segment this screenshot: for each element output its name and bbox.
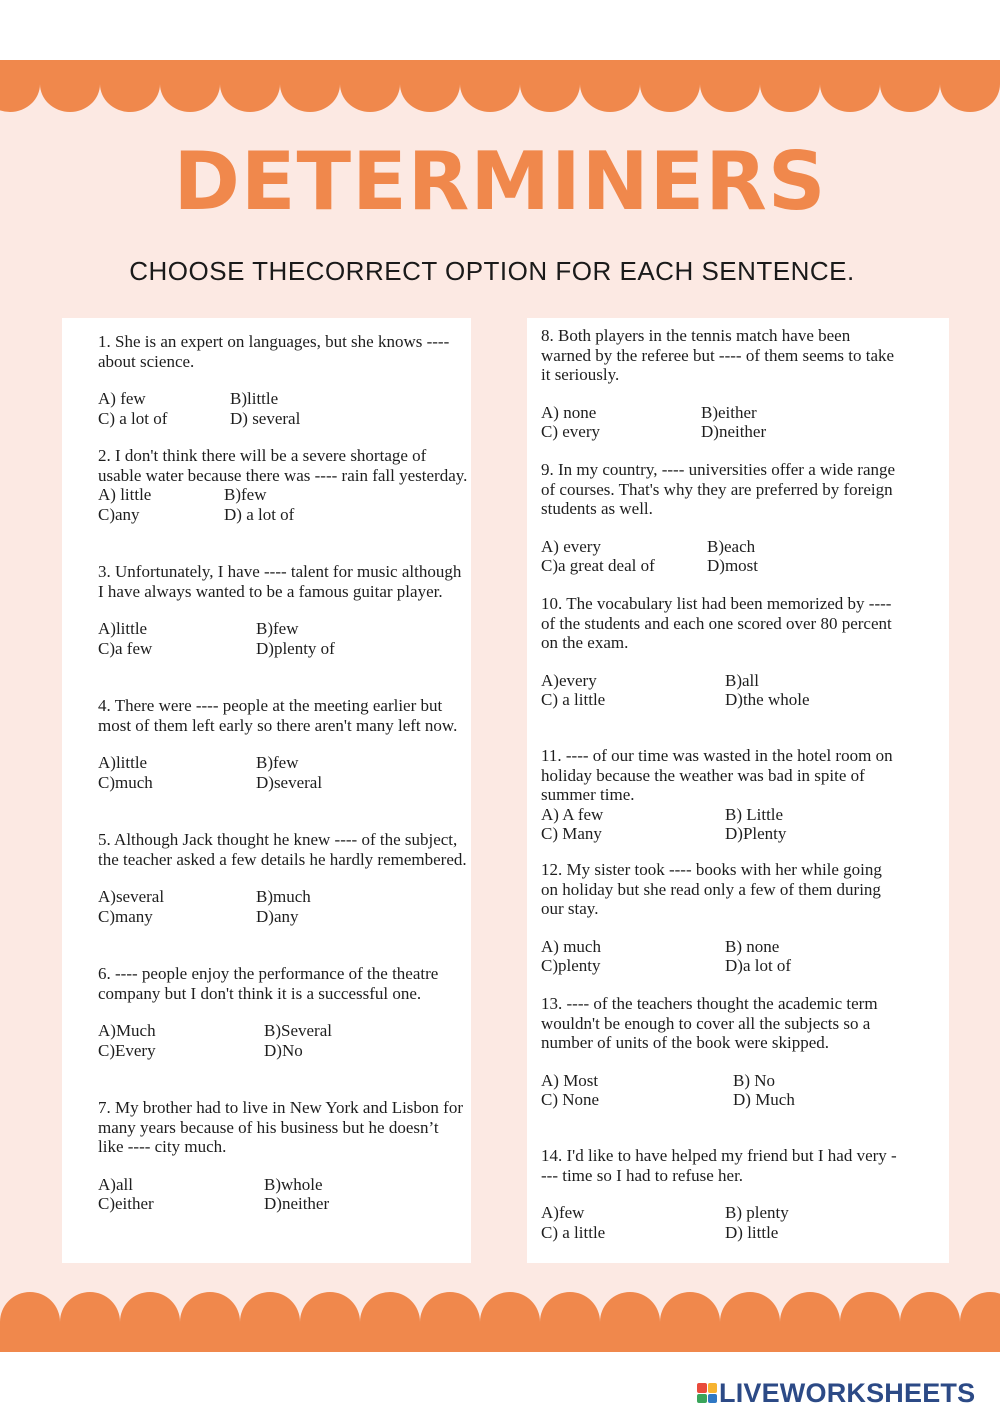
option-c[interactable]: C)any xyxy=(98,504,140,524)
option-a[interactable]: A) Most xyxy=(541,1070,599,1090)
answer-options xyxy=(98,619,468,658)
question-11 xyxy=(541,746,901,844)
option-a[interactable]: A)all xyxy=(98,1174,133,1194)
worksheet-sheet xyxy=(0,60,1000,1352)
option-d[interactable]: D) several xyxy=(230,408,301,428)
option-a[interactable]: A)few xyxy=(541,1203,585,1222)
answer-options xyxy=(98,887,468,926)
answer-options xyxy=(541,537,901,576)
question-9 xyxy=(541,460,901,576)
question-8 xyxy=(541,326,901,442)
question-text: 2. I don't think there will be a severe shortage of usable water because there was ---- rain fall yesterday. xyxy=(98,446,468,485)
question-text: 9. In my country, ---- universities offer a wide range of courses. That's why they are preferred by foreign students as well. xyxy=(541,460,896,518)
option-c[interactable]: C)a great deal of xyxy=(541,556,655,575)
question-13 xyxy=(541,994,901,1110)
option-b[interactable]: B)few xyxy=(224,485,267,504)
liveworksheets-logo-icon xyxy=(697,1383,717,1403)
option-c[interactable]: C) None xyxy=(541,1090,600,1109)
scallop-shape xyxy=(0,1292,1000,1352)
question-1 xyxy=(98,332,468,428)
question-7 xyxy=(98,1098,468,1214)
option-b[interactable]: B)all xyxy=(725,670,759,690)
option-c[interactable]: C) every xyxy=(541,422,601,441)
answer-options xyxy=(98,753,468,792)
option-c[interactable]: C) a little xyxy=(541,1222,606,1242)
option-b[interactable]: B) plenty xyxy=(725,1203,789,1222)
top-scallop-border xyxy=(0,60,1000,112)
answer-options xyxy=(541,403,901,442)
option-d[interactable]: D)any xyxy=(256,906,299,926)
answer-options xyxy=(98,485,468,524)
worksheet-title: DETERMINERS xyxy=(173,135,827,228)
questions-panel-left xyxy=(62,318,471,1263)
option-d[interactable]: D) little xyxy=(725,1222,779,1242)
liveworksheets-brand[interactable] xyxy=(697,1378,975,1408)
option-c[interactable]: C)either xyxy=(98,1194,154,1213)
option-c[interactable]: C)a few xyxy=(98,638,153,658)
question-5 xyxy=(98,830,468,926)
option-c[interactable]: C)plenty xyxy=(541,956,601,975)
question-10 xyxy=(541,594,901,710)
option-b[interactable]: B)either xyxy=(701,402,757,422)
question-4 xyxy=(98,696,468,792)
question-text: 1. She is an expert on languages, but she knows ---- about science. xyxy=(98,332,450,371)
option-d[interactable]: D) Much xyxy=(733,1090,795,1109)
option-b[interactable]: B)much xyxy=(256,887,311,906)
option-b[interactable]: B)few xyxy=(256,619,299,638)
question-text: 6. ---- people enjoy the performance of the theatre company but I don't think it is a successful one. xyxy=(98,964,439,1003)
option-c[interactable]: C)Every xyxy=(98,1040,156,1060)
brand-name: LIVEWORKSHEETS xyxy=(719,1377,976,1408)
option-b[interactable]: B)each xyxy=(707,536,756,556)
option-d[interactable]: D) a lot of xyxy=(224,504,295,524)
bottom-scallop-border xyxy=(0,1292,1000,1352)
option-a[interactable]: A) none xyxy=(541,402,597,422)
option-b[interactable]: B)little xyxy=(230,389,279,408)
instruction-text: CHOOSE THECORRECT OPTION FOR EACH SENTENCE. xyxy=(129,256,855,286)
option-c[interactable]: C)much xyxy=(98,772,153,792)
question-text: 3. Unfortunately, I have ---- talent for music although I have always wanted to be a famous guitar player. xyxy=(98,562,462,601)
option-c[interactable]: C) a little xyxy=(541,690,606,709)
question-text: 14. I'd like to have helped my friend but I had very ---- time so I had to refuse her. xyxy=(541,1146,897,1185)
question-12 xyxy=(541,860,901,976)
option-d[interactable]: D)most xyxy=(707,556,758,575)
answer-options xyxy=(98,389,468,428)
answer-options xyxy=(541,1071,901,1110)
option-d[interactable]: D)a lot of xyxy=(725,956,792,975)
scallop-shape xyxy=(0,60,1000,112)
question-text: 5. Although Jack thought he knew ---- of the subject, the teacher asked a few details he hardly remembered. xyxy=(98,830,467,869)
option-d[interactable]: D)several xyxy=(256,772,323,792)
option-a[interactable]: A)little xyxy=(98,753,148,772)
question-text: 4. There were ---- people at the meeting earlier but most of them left early so there aren't many left now. xyxy=(98,696,458,735)
option-b[interactable]: B) No xyxy=(733,1070,776,1090)
option-a[interactable]: A) few xyxy=(98,389,146,408)
questions-panel-right xyxy=(527,318,949,1263)
option-c[interactable]: C) a lot of xyxy=(98,408,168,428)
option-c[interactable]: C) Many xyxy=(541,824,602,843)
option-b[interactable]: B)few xyxy=(256,753,299,772)
option-a[interactable]: A) A few xyxy=(541,804,604,824)
option-a[interactable]: A) little xyxy=(98,485,152,504)
answer-options xyxy=(98,1021,468,1060)
option-a[interactable]: A)every xyxy=(541,670,597,690)
option-d[interactable]: D)the whole xyxy=(725,690,810,709)
question-text: 8. Both players in the tennis match have been warned by the referee but ---- of them seems to take it seriously. xyxy=(541,326,895,384)
question-text: 11. ---- of our time was wasted in the hotel room on holiday because the weather was bad in spite of summer time. xyxy=(541,746,893,804)
question-14 xyxy=(541,1146,901,1242)
answer-options xyxy=(541,671,901,710)
answer-options xyxy=(541,1203,901,1242)
question-3 xyxy=(98,562,468,658)
option-c[interactable]: C)many xyxy=(98,906,153,926)
answer-options xyxy=(541,937,901,976)
question-text: 12. My sister took ---- books with her while going on holiday but she read only a few of them during our stay. xyxy=(541,860,882,918)
option-d[interactable]: D)No xyxy=(264,1040,303,1060)
question-2 xyxy=(98,446,468,524)
answer-options xyxy=(541,805,901,844)
option-d[interactable]: D)neither xyxy=(701,422,767,441)
question-text: 7. My brother had to live in New York and Lisbon for many years because of his business but he doesn’t like ---- city much. xyxy=(98,1098,463,1156)
answer-options xyxy=(98,1175,468,1214)
option-a[interactable]: A)Much xyxy=(98,1021,156,1040)
option-b[interactable]: B) Little xyxy=(725,804,784,824)
question-6 xyxy=(98,964,468,1060)
question-text: 10. The vocabulary list had been memorized by ---- of the students and each one scored over 80 percent on the exam. xyxy=(541,594,892,652)
option-b[interactable]: B)Several xyxy=(264,1021,332,1040)
question-text: 13. ---- of the teachers thought the academic term wouldn't be enough to cover all the subjects so a number of units of the book were skipped. xyxy=(541,994,878,1052)
option-d[interactable]: D)plenty of xyxy=(256,638,335,658)
option-d[interactable]: D)Plenty xyxy=(725,824,787,843)
option-a[interactable]: A)several xyxy=(98,887,165,906)
option-a[interactable]: A) every xyxy=(541,536,601,556)
option-b[interactable]: B)whole xyxy=(264,1174,323,1194)
option-b[interactable]: B) none xyxy=(725,936,780,956)
option-a[interactable]: A) much xyxy=(541,936,601,956)
option-a[interactable]: A)little xyxy=(98,619,148,638)
option-d[interactable]: D)neither xyxy=(264,1194,330,1213)
